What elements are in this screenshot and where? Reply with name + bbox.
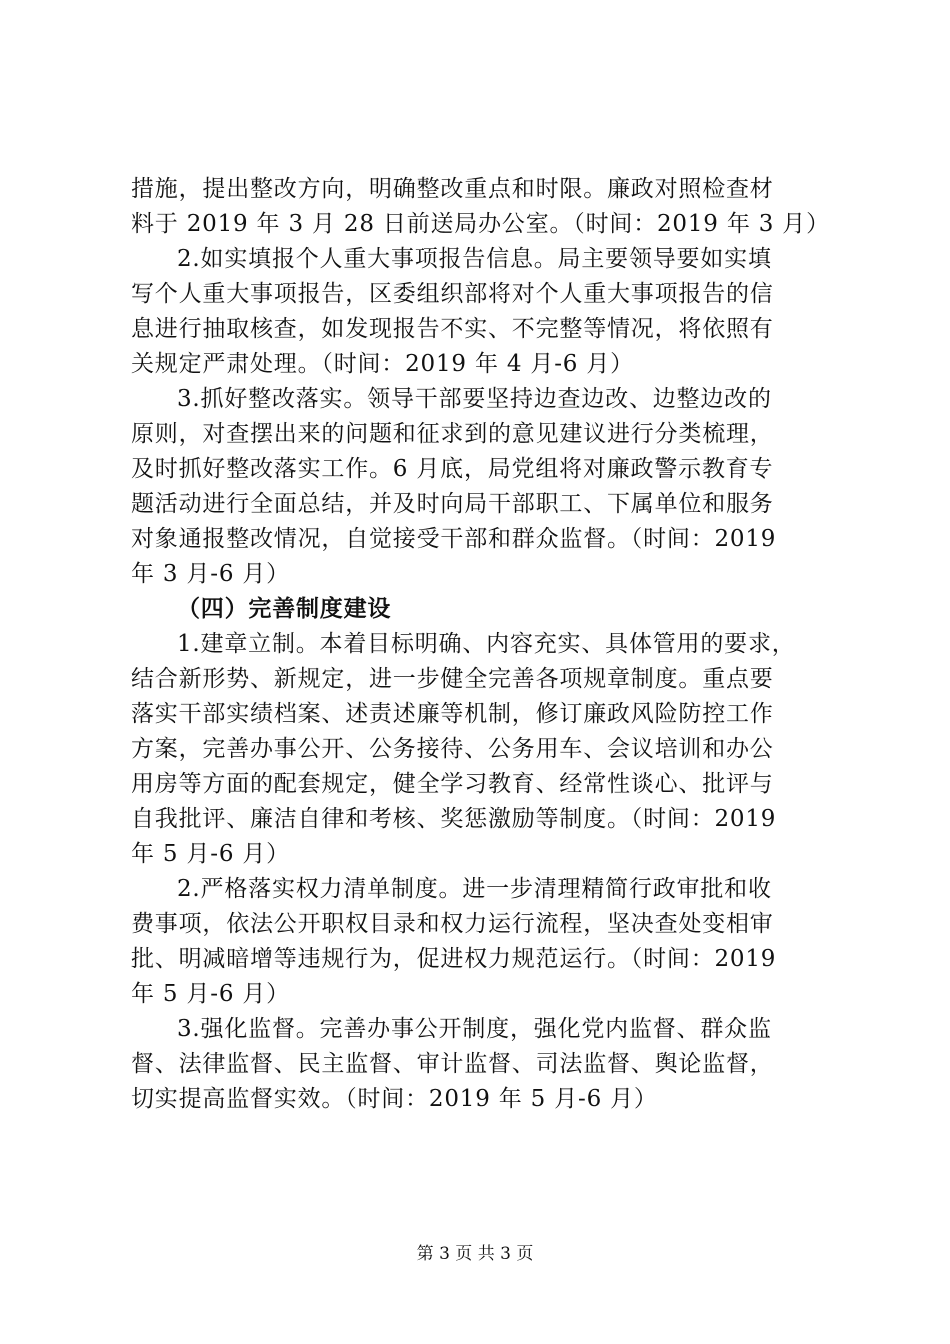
text-line: 年 5 月-6 月） [131, 841, 290, 867]
text-line: 写个人重大事项报告，区委组织部将对个人重大事项报告的信 [131, 281, 774, 307]
text-line: 2.严格落实权力清单制度。进一步清理精简行政审批和收 [177, 876, 772, 902]
text-line: 及时抓好整改落实工作。6 月底，局党组将对廉政警示教育专 [131, 456, 774, 482]
text-line: 原则，对查摆出来的问题和征求到的意见建议进行分类梳理， [131, 421, 774, 447]
text-line: 息进行抽取核查，如发现报告不实、不完整等情况，将依照有 [131, 316, 774, 342]
text-line: 3.强化监督。完善办事公开制度，强化党内监督、群众监 [177, 1016, 772, 1042]
text-line: 1.建章立制。本着目标明确、内容充实、具体管用的要求， [177, 631, 796, 657]
text-line: 用房等方面的配套规定，健全学习教育、经常性谈心、批评与 [131, 771, 774, 797]
text-line: 年 5 月-6 月） [131, 981, 290, 1007]
text-line: 批、明减暗增等违规行为，促进权力规范运行。（时间：2019 [131, 946, 777, 972]
text-line: 关规定严肃处理。（时间：2019 年 4 月-6 月） [131, 351, 634, 377]
page-footer: 第 3 页 共 3 页 [416, 1244, 534, 1264]
text-line: 切实提高监督实效。（时间：2019 年 5 月-6 月） [131, 1086, 658, 1112]
text-line: 2.如实填报个人重大事项报告信息。局主要领导要如实填 [177, 246, 772, 272]
text-line: 料于 2019 年 3 月 28 日前送局办公室。（时间：2019 年 3 月） [131, 211, 830, 237]
text-line: 3.抓好整改落实。领导干部要坚持边查边改、边整边改的 [177, 386, 772, 412]
text-line: 督、法律监督、民主监督、审计监督、司法监督、舆论监督， [131, 1051, 774, 1077]
text-line: 题活动进行全面总结，并及时向局干部职工、下属单位和服务 [131, 491, 774, 517]
text-line: 结合新形势、新规定，进一步健全完善各项规章制度。重点要 [131, 666, 774, 692]
text-line: 措施，提出整改方向，明确整改重点和时限。廉政对照检查材 [131, 176, 774, 202]
text-line: 费事项，依法公开职权目录和权力运行流程，坚决查处变相审 [131, 911, 774, 937]
text-line: 自我批评、廉洁自律和考核、奖惩激励等制度。（时间：2019 [131, 806, 777, 832]
section-heading: （四）完善制度建设 [177, 596, 392, 622]
text-line: 落实干部实绩档案、述责述廉等机制，修订廉政风险防控工作 [131, 701, 774, 727]
text-line: 对象通报整改情况，自觉接受干部和群众监督。（时间：2019 [131, 526, 777, 552]
document-body [131, 172, 831, 1117]
text-line: 年 3 月-6 月） [131, 561, 290, 587]
text-line: 方案，完善办事公开、公务接待、公务用车、会议培训和办公 [131, 736, 774, 762]
